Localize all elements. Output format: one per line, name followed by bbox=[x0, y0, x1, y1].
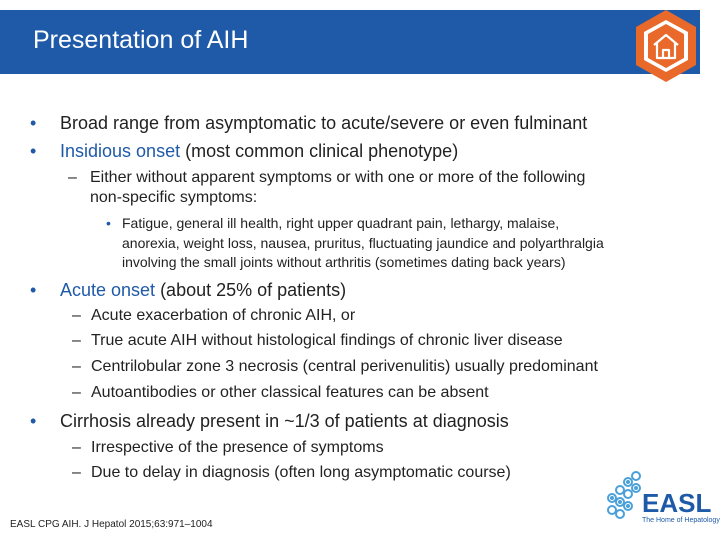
symptom-list-line-3: involving the small joints without arthritis (sometimes dating back years) bbox=[122, 254, 566, 270]
bullet-marker: • bbox=[106, 215, 111, 231]
bullet-3-sub-1: Acute exacerbation of chronic AIH, or bbox=[91, 307, 356, 324]
bullet-marker: • bbox=[30, 280, 37, 300]
bullet-4: Cirrhosis already present in ~1/3 of patients at diagnosis bbox=[60, 411, 509, 431]
logo-text: EASL bbox=[642, 488, 712, 518]
dash-marker: – bbox=[72, 332, 81, 349]
bullet-2-sub-line-1: Either without apparent symptoms or with one or more of the following bbox=[90, 169, 586, 186]
bullet-4-sub-1: Irrespective of the presence of symptoms bbox=[91, 439, 384, 456]
bullet-2-sub-line-2: non-specific symptoms: bbox=[90, 189, 258, 206]
bullet-2-text: (most common clinical phenotype) bbox=[180, 141, 459, 161]
bullet-3 bbox=[60, 280, 346, 301]
logo-tagline: The Home of Hepatology bbox=[642, 517, 720, 524]
dash-marker: – bbox=[72, 384, 81, 401]
bullet-2-highlight: Insidious onset bbox=[60, 141, 181, 161]
dash-marker: – bbox=[72, 307, 81, 324]
bullet-2 bbox=[60, 141, 458, 162]
bullet-3-sub-3: Centrilobular zone 3 necrosis (central perivenulitis) usually predominant bbox=[91, 358, 598, 375]
home-icon[interactable] bbox=[632, 8, 700, 84]
bullet-1: Broad range from asymptomatic to acute/severe or even fulminant bbox=[60, 113, 588, 133]
dash-marker: – bbox=[72, 358, 81, 375]
bullet-3-highlight: Acute onset bbox=[60, 280, 156, 300]
symptom-list-line-1: Fatigue, general ill health, right upper quadrant pain, lethargy, malaise, bbox=[122, 215, 560, 231]
bullet-3-text: (about 25% of patients) bbox=[155, 280, 347, 300]
title-bar bbox=[0, 10, 700, 74]
symptom-list-line-2: anorexia, weight loss, nausea, pruritus, fluctuating jaundice and polyarthralgia bbox=[122, 235, 604, 251]
bullet-marker: • bbox=[30, 411, 37, 431]
bullet-4-sub-2: Due to delay in diagnosis (often long asymptomatic course) bbox=[91, 464, 511, 481]
bullet-3-sub-2: True acute AIH without histological findings of chronic liver disease bbox=[91, 332, 563, 349]
bullet-marker: • bbox=[30, 141, 37, 161]
dash-marker: – bbox=[72, 439, 81, 456]
slide-title: Presentation of AIH bbox=[33, 26, 249, 54]
reference-citation: EASL CPG AIH. J Hepatol 2015;63:971–1004 bbox=[10, 519, 213, 530]
bullet-marker: • bbox=[30, 113, 37, 133]
dash-marker: – bbox=[68, 169, 77, 186]
bullet-3-sub-4: Autoantibodies or other classical features can be absent bbox=[91, 384, 489, 401]
dash-marker: – bbox=[72, 464, 81, 481]
